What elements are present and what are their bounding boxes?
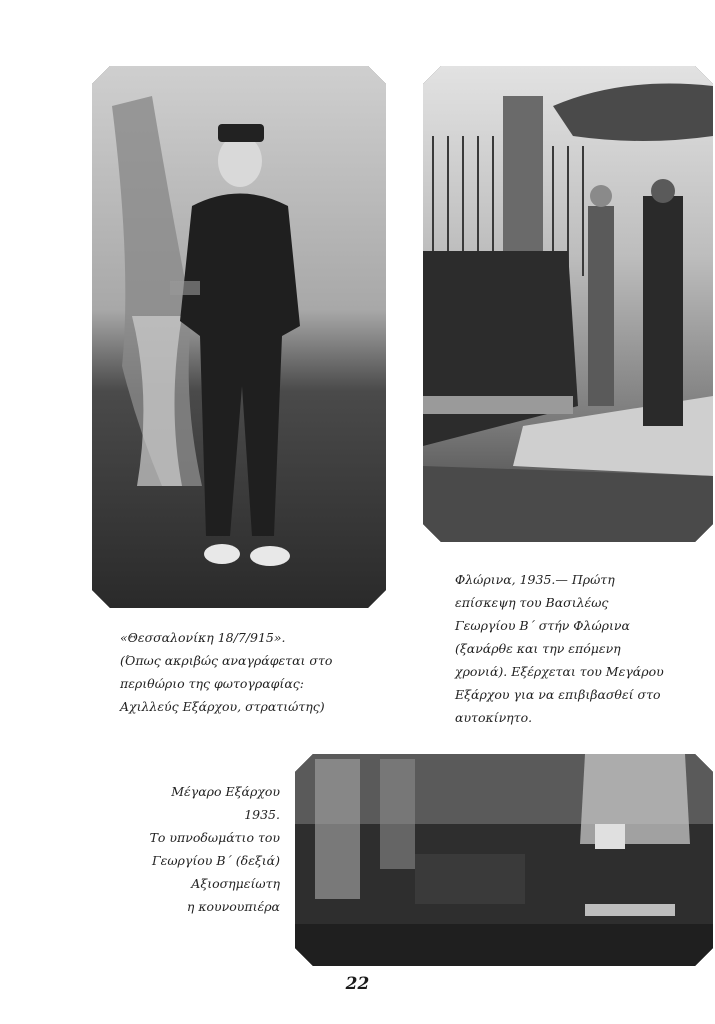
- caption-line: (ξανάρθε και την επόμενη: [455, 641, 621, 656]
- page-number: 22: [345, 974, 370, 994]
- caption-line: (Όπως ακριβώς αναγράφεται στο: [120, 653, 333, 668]
- caption-line: Γεωργίου Β΄ (δεξιά): [151, 853, 280, 868]
- caption-line: επίσκεψη του Βασιλέως: [455, 595, 609, 610]
- king-visit-image: [423, 66, 713, 542]
- bedroom-image: [295, 754, 713, 966]
- soldier-portrait-image: [92, 66, 386, 608]
- caption-line: Γεωργίου Β΄ στήν Φλώρινα: [455, 618, 630, 633]
- caption-line: η κουνουπιέρα: [186, 899, 280, 914]
- bedroom-photo-caption: [120, 780, 280, 918]
- caption-line: Αχιλλεύς Εξάρχου, στρατιώτης): [120, 699, 325, 714]
- caption-line: Φλώρινα, 1935.— Πρώτη: [455, 572, 615, 587]
- caption-line: χρονιά). Εξέρχεται του Μεγάρου: [455, 664, 664, 679]
- caption-line: Αξιοσημείωτη: [191, 876, 280, 891]
- caption-line: Εξάρχου για να επιβιβασθεί στο: [455, 687, 661, 702]
- caption-line: 1935.: [244, 807, 280, 822]
- caption-line: αυτοκίνητο.: [455, 710, 533, 725]
- caption-line: «Θεσσαλονίκη 18/7/915».: [120, 630, 286, 645]
- king-visit-caption: [455, 568, 700, 729]
- soldier-portrait-photo: [92, 66, 386, 608]
- caption-line: περιθώριο της φωτογραφίας:: [120, 676, 304, 691]
- caption-line: Το υπνοδωμάτιο του: [149, 830, 280, 845]
- soldier-photo-caption: [120, 626, 360, 718]
- caption-line: Μέγαρο Εξάρχου: [171, 784, 280, 799]
- king-visit-photo: [423, 66, 713, 542]
- bedroom-photo: [295, 754, 713, 966]
